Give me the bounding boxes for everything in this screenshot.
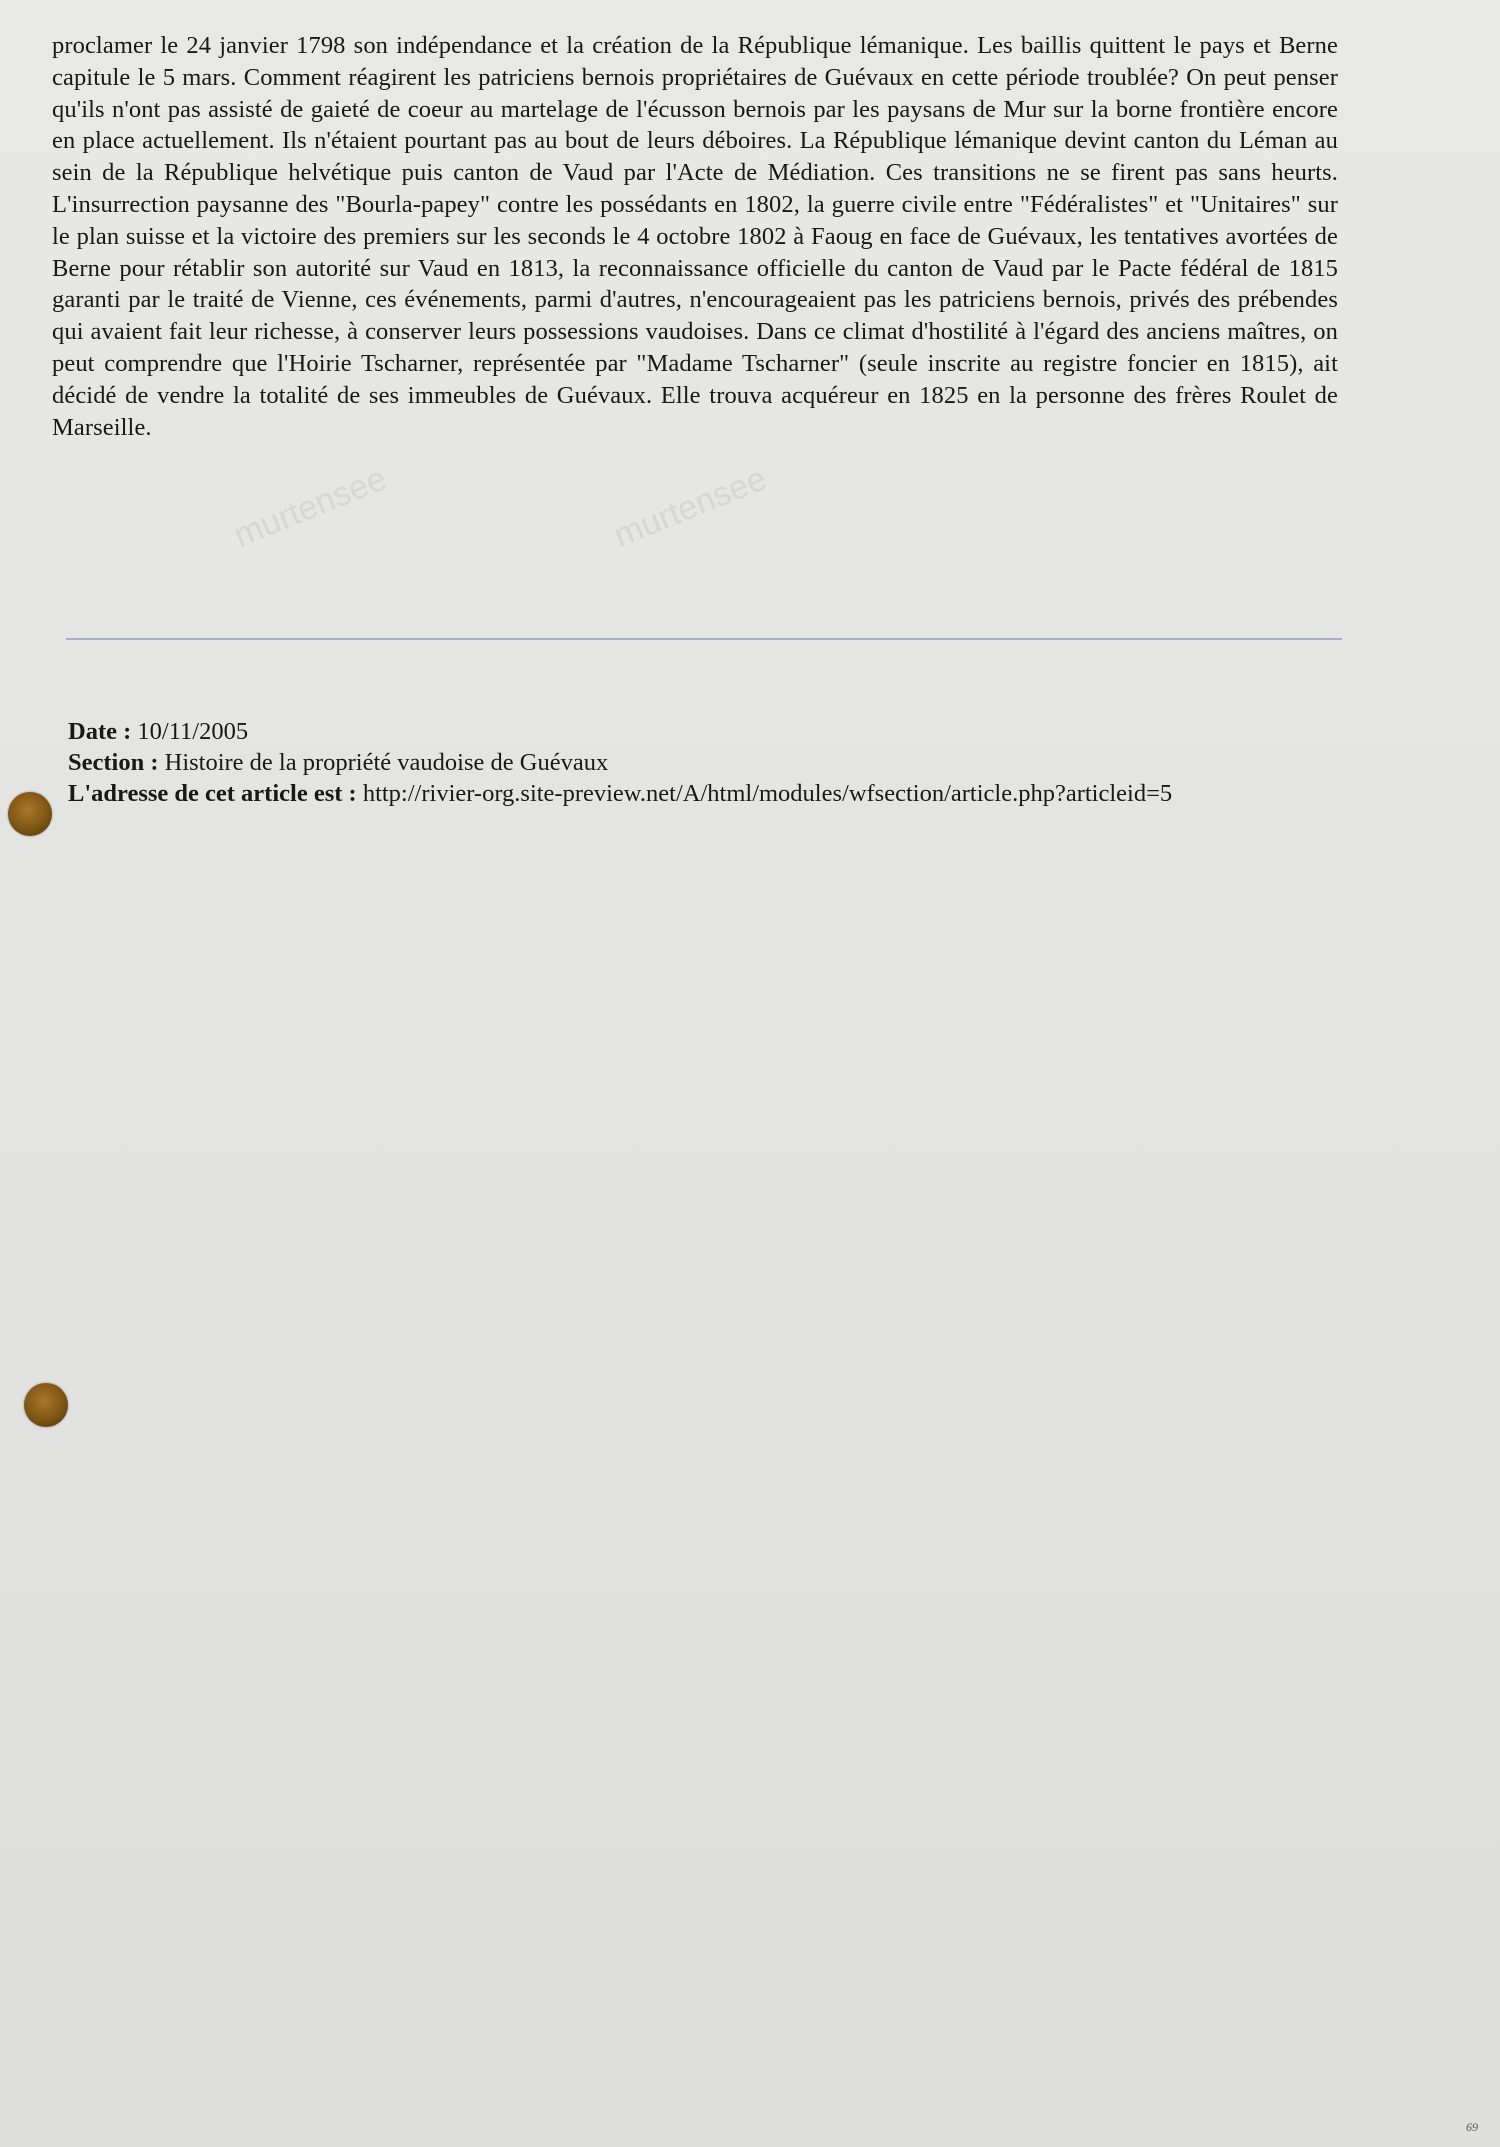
punch-hole (24, 1383, 68, 1427)
article-body-text: proclamer le 24 janvier 1798 son indépendance et la création de la République lémanique. Les baillis quittent le pays et Berne capitule le 5 mars. Comment réagirent les patriciens bernois propriétaires de Guévaux en cette période troublée? On peut penser qu'ils n'ont pas assisté de gaieté de coeur au martelage de l'écusson bernois par les paysans de Mur sur la borne frontière encore en place actuellement. Ils n'étaient pourtant pas au bout de leurs déboires. La République lémanique devint canton du Léman au sein de la République helvétique puis canton de Vaud par l'Acte de Médiation. Ces transitions ne se firent pas sans heurts. L'insurrection paysanne des "Bourla-papey" contre les possédants en 1802, la guerre civile entre "Fédéralistes" et "Unitaires" sur le plan suisse et la victoire des premiers sur les seconds le 4 octobre 1802 à Faoug en face de Guévaux, les tentatives avortées de Berne pour rétablir son autorité sur Vaud en 1813, la reconnaissance officielle du canton de Vaud par le Pacte fédéral de 1815 garanti par le traité de Vienne, ces événements, parmi d'autres, n'encourageaient pas les patriciens bernois, privés des prébendes qui avaient fait leur richesse, à conserver leurs possessions vaudoises. Dans ce climat d'hostilité à l'égard des anciens maîtres, on peut comprendre que l'Hoirie Tscharner, représentée par "Madame Tscharner" (seule inscrite au registre foncier en 1815), ait décidé de vendre la totalité de ses immeubles de Guévaux. Elle trouva acquéreur en 1825 en la personne des frères Roulet de Marseille. (52, 32, 1338, 441)
section-label: Section : (68, 749, 159, 776)
date-row (68, 716, 1428, 747)
article-url-row (68, 778, 1428, 809)
punch-hole (8, 792, 52, 836)
section-value: Histoire de la propriété vaudoise de Guévaux (164, 749, 609, 776)
date-label: Date : (68, 718, 132, 745)
watermark: murtensee (608, 459, 772, 555)
watermark: murtensee (228, 459, 392, 555)
date-value: 10/11/2005 (137, 718, 249, 745)
section-row (68, 747, 1428, 778)
horizontal-divider (66, 638, 1342, 640)
page-number-mark: 69 (1466, 2120, 1478, 2134)
article-url-label: L'adresse de cet article est : (68, 780, 357, 807)
article-url-value: http://rivier-org.site-preview.net/A/html/modules/wfsection/article.php?articleid=5 (362, 780, 1173, 807)
article-metadata (68, 716, 1428, 809)
